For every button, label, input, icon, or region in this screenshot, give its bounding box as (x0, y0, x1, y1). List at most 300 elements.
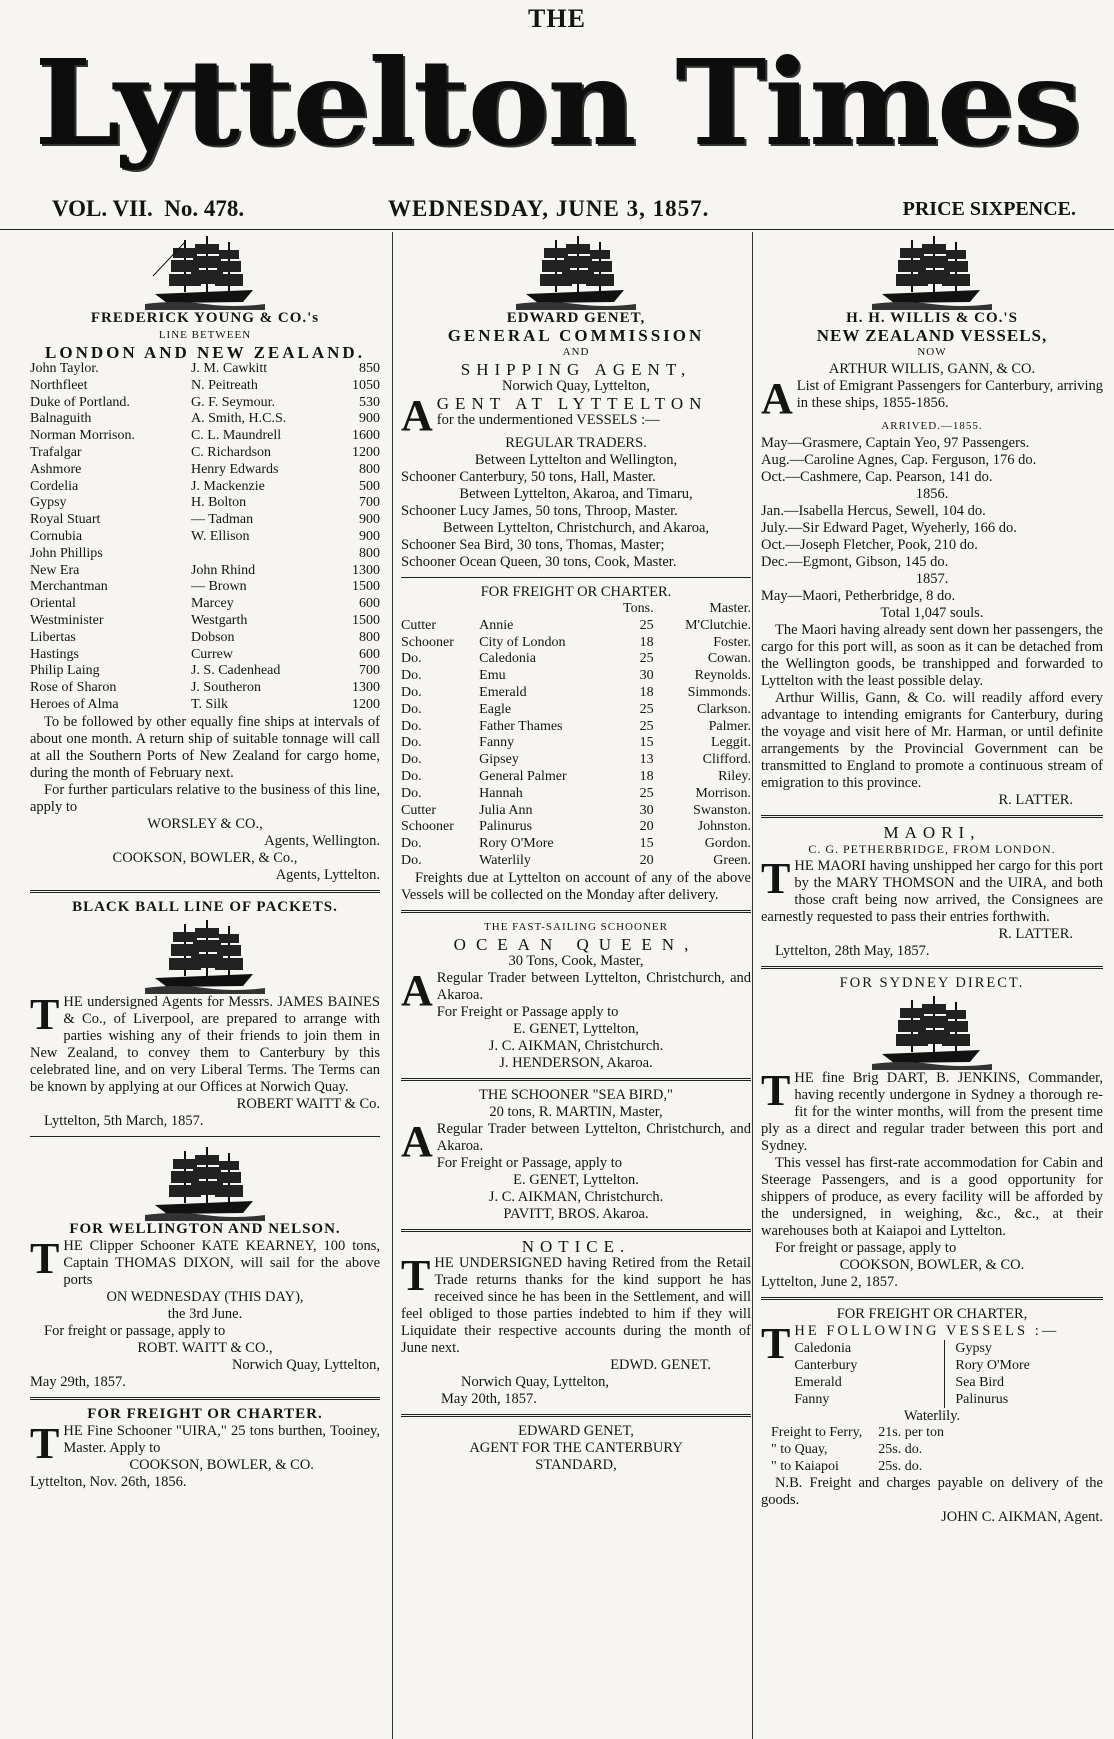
bb-title: BLACK BALL LINE OF PACKETS. (72, 898, 338, 915)
table-row (401, 702, 751, 719)
ship-tons: 600 (359, 596, 380, 612)
ff-dropcap: T (30, 1418, 60, 1468)
table-row (401, 819, 751, 836)
nt-addr: Norwich Quay, Lyttelton, (461, 1373, 610, 1390)
nt-sign: EDWD. GENET. (610, 1356, 711, 1373)
ship-illustration (872, 992, 992, 1070)
wn-dropcap: T (30, 1233, 60, 1283)
oq-body: Regular Trader between Lyttelton, Christchurch, and Akaroa. (436, 969, 751, 1003)
bb-body: HE undersigned Agents for Messrs. JAMES BAINES & Co., of Liverpool, are prepared to arrange with parties wishing any of their friends to join them in New Zealand, to convey them to Canterbury by this celebrated line, and on very Liberal Terms. The Terms can be known by applying at our Offices at Norwich Quay. (30, 993, 380, 1095)
eg-for: for the undermentioned VESSELS :— (436, 412, 660, 428)
hw-name: H. H. WILLIS & CO.'S (846, 310, 1018, 326)
ship-name: Merchantman (30, 579, 108, 595)
ff-title: FOR FREIGHT OR CHARTER. (87, 1405, 323, 1422)
table-row (30, 563, 380, 580)
arrival-entry: Oct.—Joseph Fletcher, Pook, 210 do. (761, 537, 978, 553)
ship-master: Marcey (190, 596, 234, 612)
divider (30, 1397, 380, 1400)
ship-name: Ashmore (30, 461, 82, 477)
vessel-master: Gordon. (704, 836, 751, 852)
fv-last: Waterlily. (903, 1408, 961, 1424)
vessel-tons: 25 (639, 718, 654, 734)
list-item: Gypsy (955, 1341, 992, 1356)
vessel-master: Riley. (718, 768, 751, 784)
vessel-tons: 18 (639, 684, 654, 700)
vessel-master: Swanston. (693, 802, 751, 818)
ship-name: Philip Laing (30, 663, 100, 679)
hw-total: Total 1,047 souls. (880, 605, 984, 621)
rates-table (771, 1425, 944, 1475)
fc-hdr-master: Master. (709, 601, 751, 616)
vessel-type: Do. (401, 668, 422, 684)
ff-body: HE Fine Schooner "UIRA," 25 tons burthen, Tooiney, Master. Apply to (63, 1422, 380, 1456)
sy-agent: COOKSON, BOWLER, & CO. (839, 1257, 1025, 1273)
ship-name: Oriental (30, 596, 76, 612)
table-row (401, 668, 751, 685)
fy-agent2: COOKSON, BOWLER, & Co., (112, 849, 298, 866)
sy-title: FOR SYDNEY DIRECT. (839, 975, 1025, 991)
divider (761, 1297, 1103, 1300)
divider (30, 1136, 380, 1137)
vessel-tons: 15 (639, 836, 654, 852)
vessel-name: City of London (479, 634, 566, 650)
divider (401, 910, 751, 913)
hw-1857: May—Maori, Petherbridge, 8 do. (761, 588, 956, 604)
ship-name: Cornubia (30, 528, 83, 544)
volume-number (52, 196, 244, 222)
ship-tons: 900 (359, 528, 380, 544)
ff-date: Lyttelton, Nov. 26th, 1856. (30, 1473, 187, 1490)
fv-title: FOR FREIGHT OR CHARTER, (836, 1306, 1028, 1322)
ship-tons: 850 (359, 361, 380, 376)
ship-tons: 1500 (352, 612, 380, 628)
list-item: Sea Bird (955, 1375, 1004, 1390)
hw-body: List of Emigrant Passengers for Canterbury, arriving in these ships, 1855-1856. (796, 378, 1103, 411)
ship-name: Hastings (30, 646, 79, 662)
fv-nb: N.B. Freight and charges payable on delivery of the goods. (761, 1475, 1103, 1509)
table-row (401, 853, 751, 870)
vessel-name: Gipsey (479, 752, 519, 768)
wn-agent-loc: Norwich Quay, Lyttelton, (231, 1356, 380, 1373)
vessel-name: Emerald (479, 684, 527, 700)
table-row (30, 680, 380, 697)
table-row (30, 596, 380, 613)
ship-tons: 900 (359, 411, 380, 427)
mo-sub: C. G. PETHERBRIDGE, FROM LONDON. (808, 842, 1056, 856)
fy-body2: For further particulars relative to the business of this line, apply to (30, 781, 380, 815)
list-item: Caledonia (794, 1341, 852, 1356)
hw-p1: The Maori having already sent down her passengers, the cargo for this port will, as soon as it can be detached from the Wellington goods, be transhipped and forwarded to Lyttelton with the least possible delay. (761, 622, 1103, 689)
oq-sub: 30 Tons, Cook, Master, (508, 952, 644, 969)
vessel-name: General Palmer (479, 768, 567, 784)
cs-name: EDWARD GENET, (518, 1422, 634, 1439)
oq-apply: For Freight or Passage apply to (436, 1003, 619, 1020)
arrivals-1856 (761, 503, 1103, 571)
divider (761, 966, 1103, 969)
vessel-type: Do. (401, 684, 422, 700)
vessel-master: Foster. (713, 634, 751, 650)
table-row (30, 663, 380, 680)
ship-tons: 1300 (352, 680, 380, 696)
vessel-name: Caledonia (479, 651, 536, 667)
ship-name: Libertas (30, 629, 76, 645)
arrival-entry: Oct.—Cashmere, Cap. Pearson, 141 do. (761, 469, 993, 485)
table-row (30, 630, 380, 647)
nt-title: NOTICE. (521, 1236, 631, 1256)
vessel-tons: 25 (639, 785, 654, 801)
oq-a3: J. HENDERSON, Akaroa. (499, 1054, 653, 1071)
table-row (30, 395, 380, 412)
table-row (30, 529, 380, 546)
vessel-name: Fanny (479, 735, 515, 751)
vessel-master: Green. (713, 852, 751, 868)
vessel-type: Do. (401, 752, 422, 768)
table-row (30, 697, 380, 714)
table-row (30, 613, 380, 630)
vessel-type: Do. (401, 785, 422, 801)
ship-tons: 1500 (352, 579, 380, 595)
eg-agent: GENT AT LYTTELTON (436, 394, 708, 413)
vessel-type: Do. (401, 836, 422, 852)
oq-kicker: THE FAST-SAILING SCHOONER (484, 920, 668, 933)
ship-master: J. Mackenzie (190, 478, 265, 494)
ship-tons: 700 (359, 495, 380, 511)
ship-master: Westgarth (190, 612, 248, 628)
nt-body: HE UNDERSIGNED having Retired from the Retail Trade returns thanks for the kind support he has received since he has been in the Settlement, and will feel obliged to those parties indebted to him if they will Liquidate their respective accounts during the month of June next. (401, 1254, 751, 1356)
vessel-name: Julia Ann (479, 802, 533, 818)
rate-value: 25s. do. (878, 1458, 923, 1474)
ship-tons: 1600 (352, 428, 380, 444)
vessel-tons: 20 (639, 819, 654, 835)
ship-tons: 1200 (352, 696, 380, 712)
ship-illustration (145, 232, 265, 310)
table-row (401, 752, 751, 769)
vessel-master: Palmer. (708, 718, 751, 734)
vessel-master: Reynolds. (694, 668, 751, 684)
ship-master: J. S. Cadenhead (190, 663, 281, 679)
fy-route: LONDON AND NEW ZEALAND. (45, 343, 365, 362)
sb-sub: 20 tons, R. MARTIN, Master, (489, 1103, 663, 1120)
rate-value: 25s. do. (878, 1441, 923, 1457)
rate-label: Freight to Ferry, (771, 1425, 863, 1440)
rt1s: Schooner Canterbury, 50 tons, Hall, Master. (401, 469, 656, 485)
sb-title: THE SCHOONER "SEA BIRD," (479, 1086, 673, 1103)
arrival-entry: July.—Sir Edward Paget, Wyeherly, 166 do. (761, 520, 1017, 536)
fc-hdr-tons: Tons. (623, 601, 654, 616)
sy-date: Lyttelton, June 2, 1857. (761, 1274, 898, 1290)
mo-date: Lyttelton, 28th May, 1857. (775, 943, 930, 959)
sb-body: Regular Trader between Lyttelton, Christchurch, and Akaroa. (436, 1120, 751, 1154)
ship-master: W. Ellison (190, 528, 250, 544)
ship-name: Royal Stuart (30, 512, 101, 528)
table-row (30, 647, 380, 664)
table-row (401, 618, 751, 635)
table-row (30, 495, 380, 512)
vessel-tons: 18 (639, 768, 654, 784)
fy-body1: To be followed by other equally fine ships at intervals of about one month. A return ship of suitable tonnage will call at all the Southern Ports of New Zealand for cargo home, during the month of February next. (30, 713, 380, 781)
ship-name: Northfleet (30, 377, 88, 393)
nt-date: May 20th, 1857. (441, 1390, 537, 1407)
fv-sign: JOHN C. AIKMAN, Agent. (941, 1509, 1103, 1526)
table-row (30, 361, 380, 378)
ships-table (30, 361, 380, 714)
vessel-master: Clarkson. (696, 701, 751, 717)
vessels-table (401, 601, 751, 870)
ship-tons: 1050 (352, 377, 380, 393)
ship-tons: 600 (359, 646, 380, 662)
vessel-tons: 25 (639, 651, 654, 667)
sy-body2: This vessel has first-rate accommodation for Cabin and Steerage Passengers, and is a good opportunity for shippers of produce, as every facility will be afforded by the undersigned, in weighing, &c., &c., at their warehouses both at Kaiapoi and Lyttelton. (761, 1155, 1103, 1239)
column-middle (392, 232, 751, 1739)
ship-master: — Tadman (190, 512, 254, 528)
ship-master: H. Bolton (190, 495, 247, 511)
table-row (771, 1425, 944, 1442)
table-row (401, 735, 751, 752)
table-row (30, 479, 380, 496)
ship-tons: 1200 (352, 444, 380, 460)
hw-arrived: ARRIVED.—1855. (881, 420, 983, 432)
list-item: Rory O'More (955, 1358, 1030, 1373)
hw-y1856: 1856. (915, 486, 949, 502)
ship-master: — Brown (190, 579, 247, 595)
eg-role2: SHIPPING AGENT, (460, 360, 692, 379)
ship-illustration (872, 232, 992, 310)
issue-price: PRICE SIXPENCE. (902, 198, 1076, 220)
fy-agent1-loc: Agents, Wellington. (264, 832, 380, 849)
ship-tons: 500 (359, 478, 380, 494)
sb-dropcap: A (401, 1116, 433, 1166)
wn-title: FOR WELLINGTON AND NELSON. (69, 1220, 341, 1237)
rt3s1: Schooner Sea Bird, 30 tons, Thomas, Master; (401, 537, 665, 553)
list-item: Palinurus (955, 1392, 1009, 1407)
mo-dropcap: T (761, 854, 791, 903)
eg-name: EDWARD GENET, (506, 310, 646, 326)
ship-tons: 800 (359, 629, 380, 645)
bb-dropcap: T (30, 989, 60, 1039)
vessel-tons: 13 (639, 752, 654, 768)
wn-date: May 29th, 1857. (30, 1373, 126, 1390)
divider (401, 577, 751, 578)
table-row (401, 719, 751, 736)
vessel-master: Johnston. (697, 819, 751, 835)
ship-master: N. Peitreath (190, 377, 258, 393)
ship-tons: 900 (359, 512, 380, 528)
ship-master: J. M. Cawkitt (190, 361, 268, 376)
table-row (771, 1459, 944, 1476)
bb-date: Lyttelton, 5th March, 1857. (44, 1112, 204, 1129)
sb-a1: E. GENET, Lyttelton. (513, 1171, 639, 1188)
table-row (401, 651, 751, 668)
divider (761, 815, 1103, 818)
vessel-type: Do. (401, 701, 422, 717)
table-row (30, 512, 380, 529)
hw-y1857: 1857. (915, 571, 949, 587)
eg-role: GENERAL COMMISSION (447, 326, 705, 345)
rt1: Between Lyttelton and Wellington, (474, 452, 678, 468)
table-row (401, 786, 751, 803)
vessel-type: Schooner (401, 819, 454, 835)
vessel-list (794, 1340, 1103, 1408)
vessel-name: Palinurus (479, 819, 533, 835)
arrival-entry: Aug.—Caroline Agnes, Cap. Ferguson, 176 do. (761, 452, 1037, 468)
vessel-tons: 15 (639, 735, 654, 751)
rt-title: REGULAR TRADERS. (505, 435, 647, 451)
table-row (401, 769, 751, 786)
ship-master: T. Silk (190, 696, 229, 712)
vessel-type: Cutter (401, 802, 436, 818)
nt-dropcap: T (401, 1250, 431, 1300)
rate-label: " to Quay, (771, 1441, 828, 1457)
vessel-master: Leggit. (710, 735, 751, 751)
vessel-tons: 25 (639, 617, 654, 633)
ship-name: Rose of Sharon (30, 680, 117, 696)
table-row (30, 411, 380, 428)
arrival-entry: Jan.—Isabella Hercus, Sewell, 104 do. (761, 503, 986, 519)
oq-a1: E. GENET, Lyttelton, (513, 1020, 639, 1037)
table-row (401, 836, 751, 853)
vessel-type: Do. (401, 651, 422, 667)
ship-name: Norman Morrison. (30, 428, 135, 444)
oq-dropcap: A (401, 965, 433, 1015)
vessel-name: Eagle (479, 701, 512, 717)
mo-body: HE MAORI having unshipped her cargo for this port by the MARY THOMSON and the UIRA, and both those craft being now arrived, the Consignees are earnestly requested to pass their entries forthwith. (761, 858, 1103, 925)
wn-agent: ROBT. WAITT & CO., (137, 1339, 273, 1356)
eg-and: AND (562, 346, 590, 358)
vessel-type: Cutter (401, 617, 436, 633)
hw-dropcap: A (761, 374, 793, 423)
ship-tons: 700 (359, 663, 380, 679)
ship-tons: 800 (359, 461, 380, 477)
vessel-list-right (945, 1340, 1029, 1408)
arrival-entry: Dec.—Egmont, Gibson, 145 do. (761, 554, 949, 570)
ship-name: New Era (30, 562, 80, 578)
sb-a3: PAVITT, BROS. Akaroa. (503, 1205, 649, 1222)
wn-apply: For freight or passage, apply to (44, 1322, 226, 1339)
ship-name: Trafalgar (30, 444, 82, 460)
volume-label: VOL. VII. (52, 196, 153, 221)
fc-note: Freights due at Lyttelton on account of any of the above Vessels will be collected on the Monday after delivery. (401, 869, 751, 903)
table-row (30, 579, 380, 596)
ship-master (191, 546, 337, 563)
rate-value: 21s. per ton (878, 1425, 944, 1440)
ship-master: G. F. Seymour. (190, 394, 276, 410)
table-row (401, 685, 751, 702)
masthead-title: Lyttelton Times (34, 33, 1080, 172)
vessel-master: Cowan. (707, 651, 751, 667)
cs-role: AGENT FOR THE CANTERBURY (469, 1439, 683, 1456)
vessel-type: Do. (401, 735, 422, 751)
arrival-entry: May—Grasmere, Captain Yeo, 97 Passengers. (761, 435, 1030, 451)
rt2: Between Lyttelton, Akaroa, and Timaru, (459, 486, 693, 502)
table-row (30, 378, 380, 395)
vessel-tons: 20 (639, 852, 654, 868)
ship-master: Henry Edwards (190, 461, 279, 477)
divider (401, 1078, 751, 1081)
sy-apply: For freight or passage, apply to (775, 1240, 957, 1256)
mo-title: MAORI, (883, 823, 981, 842)
vessel-master: M'Clutchie. (685, 617, 751, 633)
table-row (30, 428, 380, 445)
fy-line: LINE BETWEEN (158, 329, 252, 341)
table-row (401, 635, 751, 652)
sb-apply: For Freight or Passage, apply to (436, 1154, 623, 1171)
hw-sign: R. LATTER. (998, 792, 1073, 808)
ship-illustration (516, 232, 636, 310)
fy-agent2-loc: Agents, Lyttelton. (275, 866, 380, 883)
ship-tons: 800 (359, 545, 380, 561)
rate-label: " to Kaiapoi (771, 1458, 839, 1474)
vessel-list-left (794, 1340, 945, 1408)
ship-name: John Taylor. (30, 361, 99, 376)
fy-title: FREDERICK YOUNG & CO.'s (90, 310, 320, 326)
wn-when: ON WEDNESDAY (THIS DAY), (106, 1288, 304, 1305)
dateline (0, 193, 1114, 230)
vessel-name: Annie (479, 617, 514, 633)
ship-master: Dobson (190, 629, 235, 645)
hw-title: NEW ZEALAND VESSELS, (816, 326, 1048, 345)
vessel-tons: 30 (639, 668, 654, 684)
fv-dropcap: T (761, 1319, 791, 1368)
hw-firm: ARTHUR WILLIS, GANN, & CO. (828, 361, 1036, 377)
column-right (752, 232, 1103, 1739)
vessel-master: Morrison. (695, 785, 751, 801)
issue-date: WEDNESDAY, JUNE 3, 1857. (388, 196, 710, 221)
ship-name: Heroes of Alma (30, 696, 119, 712)
bb-sign: ROBERT WAITT & Co. (236, 1095, 380, 1112)
hw-now: NOW (917, 346, 947, 358)
mo-sign: R. LATTER. (998, 926, 1073, 942)
wn-when2: the 3rd June. (167, 1305, 243, 1322)
ff-agent: COOKSON, BOWLER, & CO. (129, 1456, 314, 1473)
table-row (771, 1442, 944, 1459)
ship-illustration (145, 916, 265, 994)
ship-name: Duke of Portland. (30, 394, 130, 410)
vessel-name: Emu (479, 668, 506, 684)
ship-master: A. Smith, H.C.S. (190, 411, 287, 427)
masthead-the: THE (528, 4, 586, 33)
column-left (30, 232, 380, 1739)
list-item: Emerald (794, 1375, 842, 1390)
fv-sub: HE FOLLOWING VESSELS :— (794, 1323, 1060, 1339)
vessel-name: Rory O'More (479, 836, 554, 852)
ship-tons: 530 (359, 394, 380, 410)
ship-name: John Phillips (30, 545, 103, 561)
vessel-name: Waterlily (479, 852, 531, 868)
eg-dropcap: A (401, 391, 433, 440)
ship-master: C. Richardson (190, 444, 272, 460)
divider (401, 1414, 751, 1417)
ship-master: C. L. Maundrell (190, 428, 282, 444)
ship-tons: 1300 (352, 562, 380, 578)
arrivals-1855 (761, 435, 1103, 486)
vessel-type: Schooner (401, 634, 454, 650)
vessel-type: Do. (401, 852, 422, 868)
vessel-tons: 18 (639, 634, 654, 650)
vessel-tons: 30 (639, 802, 654, 818)
list-item: Fanny (794, 1392, 830, 1407)
divider (401, 1229, 751, 1232)
divider (30, 890, 380, 893)
oq-a2: J. C. AIKMAN, Christchurch. (488, 1037, 664, 1054)
eg-addr: Norwich Quay, Lyttelton, (501, 378, 651, 394)
sy-dropcap: T (761, 1066, 791, 1115)
fc-title: FOR FREIGHT OR CHARTER. (480, 584, 672, 600)
vessel-tons: 25 (639, 701, 654, 717)
ship-illustration (145, 1143, 265, 1221)
ship-name: Cordelia (30, 478, 79, 494)
vessel-type: Do. (401, 718, 422, 734)
hw-p2: Arthur Willis, Gann, & Co. will readily afford every advantage to intending emigrants for Canterbury, during the voyage and visit here of Mr. Harman, or until definite arrangements by the Provincial Government can be transmitted to England to promote a continuous stream of emigration to this province. (761, 690, 1103, 791)
